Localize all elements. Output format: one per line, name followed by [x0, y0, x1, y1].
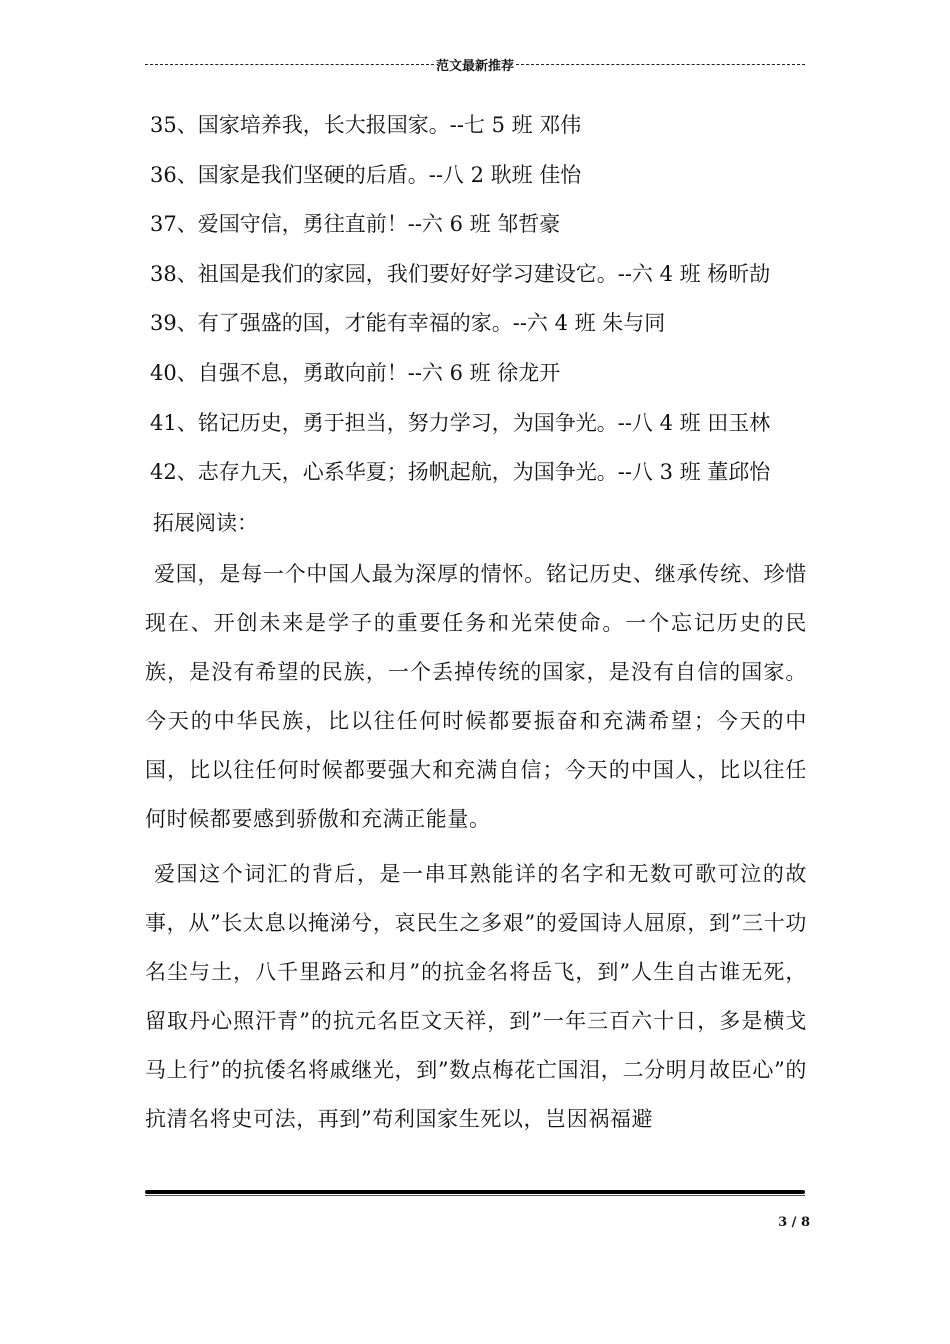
quote-item: 40、自强不息，勇敢向前！--六 6 班 徐龙开	[150, 360, 561, 385]
footer-divider-thin	[145, 1195, 805, 1196]
extended-reading-heading: 拓展阅读：	[153, 511, 258, 535]
header-dash-left	[145, 64, 434, 65]
header-title: 范文最新推荐	[436, 58, 515, 74]
quote-item: 38、祖国是我们的家园，我们要好好学习建设它。--六 4 班 杨昕劼	[150, 261, 771, 286]
paragraph: 爱国，是每一个中国人最为深厚的情怀。铭记历史、继承传统、珍惜现在、开创未来是学子的重要任务和光荣使命。一个忘记历史的民族，是没有希望的民族，一个丢掉传统的国家，是没有自信的国家。今天的中华民族，比以往任何时候都要振奋和充满希望；今天的中国，比以往任何时候都要强大和充满自信；今天的中国人，比以往任何时候都要感到骄傲和充满正能量。	[145, 562, 807, 831]
quote-item: 37、爱国守信，勇往直前！--六 6 班 邹哲豪	[150, 212, 561, 237]
paragraph: 爱国这个词汇的背后，是一串耳熟能详的名字和无数可歌可泣的故事，从”长太息以掩涕兮，哀民生之多艰”的爱国诗人屈原，到”三十功名尘与土，八千里路云和月”的抗金名将岳飞，到”人生自古谁无死，留取丹心照汗青”的抗元名臣文天祥，到”一年三百六十日，多是横戈马上行”的抗倭名将戚继光，到”数点梅花亡国泪，二分明月故臣心”的抗清名将史可法，再到”苟利国家生死以，岂因祸福避	[145, 862, 807, 1131]
quote-list	[150, 103, 810, 500]
quote-item: 39、有了强盛的国，才能有幸福的家。--六 4 班 朱与同	[150, 311, 666, 336]
header-dash-right	[516, 64, 805, 65]
page-header	[145, 52, 805, 76]
quote-item: 36、国家是我们坚硬的后盾。--八 2 耿班 佳怡	[150, 162, 582, 187]
page-number: 3 / 8	[778, 1215, 810, 1230]
quote-item: 35、国家培养我，长大报国家。--七 5 班 邓伟	[150, 113, 582, 137]
quote-item: 41、铭记历史，勇于担当，努力学习，为国争光。--八 4 班 田玉林	[150, 410, 771, 435]
footer-divider	[145, 1190, 805, 1194]
quote-item: 42、志存九天，心系华夏；扬帆起航，为国争光。--八 3 班 董邱怡	[150, 460, 771, 485]
article-body	[145, 550, 807, 1150]
